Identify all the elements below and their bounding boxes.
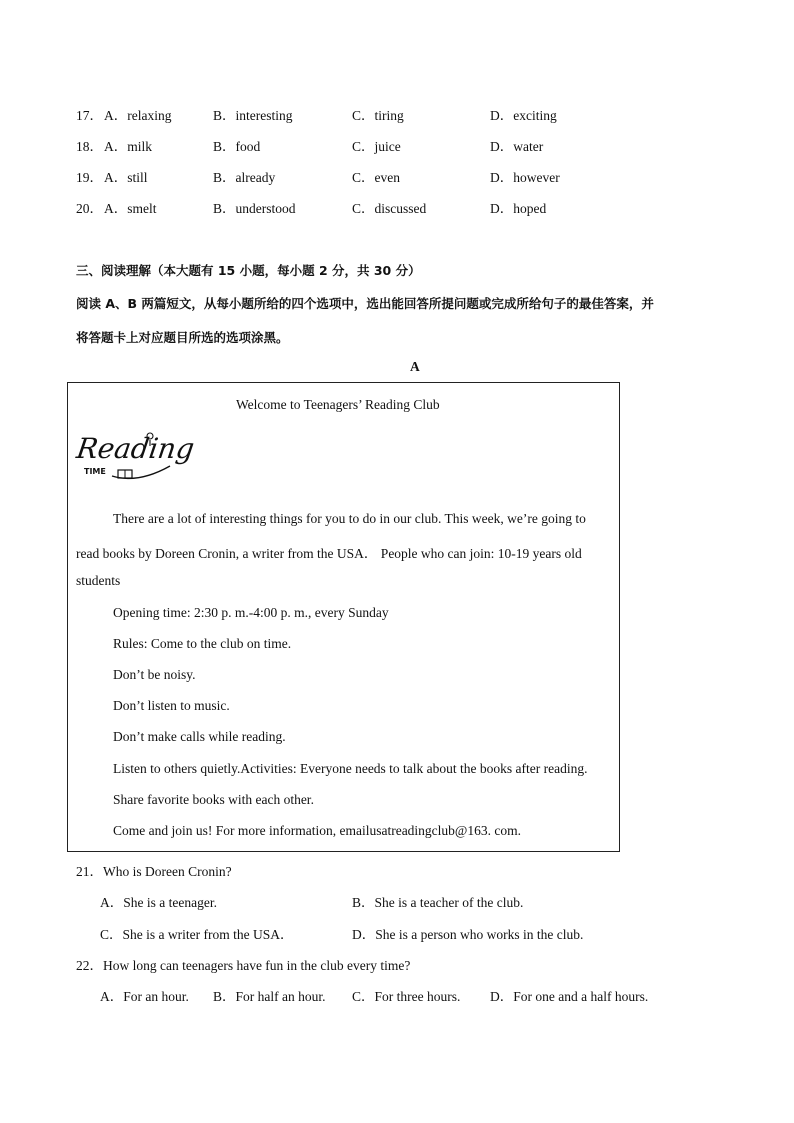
option-a: A．still	[104, 170, 148, 185]
section-instruction: 阅读 A、B 两篇短文，从每小题所给的四个选项中，选出能回答所提问题或完成所给句子的最佳答案，并	[76, 296, 654, 311]
reading-time-logo	[74, 426, 197, 486]
passage-letter: A	[410, 359, 420, 374]
option-c: C．juice	[352, 139, 401, 154]
question-option-b: B．For half an hour.	[213, 989, 326, 1004]
question-option-d: D．She is a person who works in the club.	[352, 927, 584, 942]
option-a: A．milk	[104, 139, 153, 154]
notice-activity: Share favorite books with each other.	[113, 792, 314, 807]
question-option-d: D．For one and a half hours.	[490, 989, 649, 1004]
option-d: D．exciting	[490, 108, 557, 123]
option-c: C．discussed	[352, 201, 427, 216]
question-option-b: B．She is a teacher of the club.	[352, 895, 524, 910]
option-d: D．hoped	[490, 201, 547, 216]
notice-rule: Don’t listen to music.	[113, 698, 230, 713]
question-option-a: A．She is a teenager.	[100, 895, 217, 910]
notice-rule: Don’t make calls while reading.	[113, 729, 286, 744]
option-c: C．tiring	[352, 108, 404, 123]
option-b: B．understood	[213, 201, 296, 216]
notice-opening-time: Opening time: 2:30 p. m.-4:00 p. m., every Sunday	[113, 605, 389, 620]
option-a: A．smelt	[104, 201, 157, 216]
notice-paragraph-line: students	[76, 573, 121, 588]
question-option-c: C．She is a writer from the USA．	[100, 927, 294, 942]
option-b: B．food	[213, 139, 261, 154]
section-instruction-continued: 将答题卡上对应题目所选的选项涂黑。	[76, 330, 289, 345]
section-heading: 三、阅读理解（本大题有 15 小题，每小题 2 分，共 30 分）	[76, 263, 421, 278]
notice-rule: Don’t be noisy.	[113, 667, 196, 682]
notice-paragraph-line: There are a lot of interesting things for you to do in our club. This week, we’re going to	[113, 511, 586, 526]
notice-title: Welcome to Teenagers’ Reading Club	[236, 397, 440, 412]
notice-contact: Come and join us! For more information, emailusatreadingclub@163. com.	[113, 823, 521, 838]
question-stem: 22．How long can teenagers have fun in the club every time?	[76, 958, 411, 973]
question-stem: 21．Who is Doreen Cronin?	[76, 864, 232, 879]
notice-activities: Listen to others quietly.Activities: Everyone needs to talk about the books after reading.	[113, 761, 588, 776]
question-number: 17．	[76, 108, 103, 123]
question-number: 18．	[76, 139, 103, 154]
logo-script-text: Reading	[74, 432, 197, 465]
option-b: B．already	[213, 170, 276, 185]
option-c: C．even	[352, 170, 400, 185]
logo-subtext: TIME	[84, 467, 106, 476]
question-option-c: C．For three hours.	[352, 989, 461, 1004]
question-number: 19．	[76, 170, 103, 185]
option-d: D．water	[490, 139, 544, 154]
notice-paragraph-line: read books by Doreen Cronin, a writer from the USA． People who can join: 10-19 years old	[76, 546, 582, 561]
notice-rule: Rules: Come to the club on time.	[113, 636, 292, 651]
option-d: D．however	[490, 170, 560, 185]
question-number: 20．	[76, 201, 103, 216]
question-option-a: A．For an hour.	[100, 989, 189, 1004]
option-b: B．interesting	[213, 108, 293, 123]
option-a: A．relaxing	[104, 108, 172, 123]
